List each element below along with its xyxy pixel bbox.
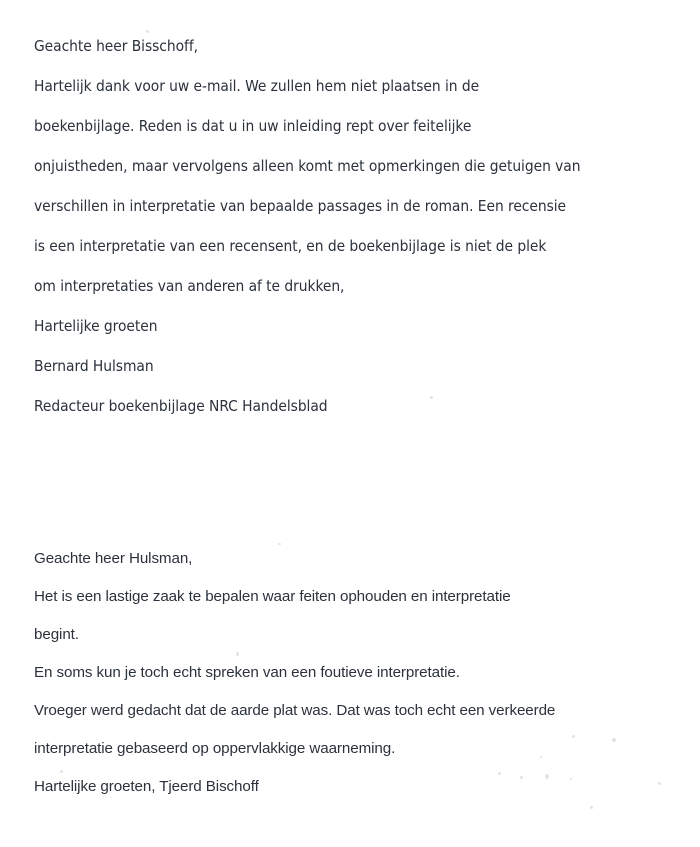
letter-signature-title: Redacteur boekenbijlage NRC Handelsblad	[34, 397, 328, 415]
letter-from-hulsman	[34, 26, 674, 426]
letter-line: Geachte heer Bisschoff,	[34, 37, 198, 55]
letter-line: Hartelijk dank voor uw e-mail. We zullen hem niet plaatsen in de	[34, 77, 480, 95]
letter-line: Geachte heer Hulsman,	[34, 550, 193, 567]
letter-from-bischoff	[34, 540, 684, 806]
letter-line: interpretatie gebaseerd op oppervlakkige waarneming.	[34, 740, 396, 757]
letter-signature: Hartelijke groeten, Tjeerd Bischoff	[34, 778, 259, 795]
letter-line: Het is een lastige zaak te bepalen waar feiten ophouden en interpretatie	[34, 588, 511, 605]
letter-line: verschillen in interpretatie van bepaalde passages in de roman. Een recensie	[34, 197, 567, 215]
letter-line: begint.	[34, 626, 79, 643]
letter-line: En soms kun je toch echt spreken van een foutieve interpretatie.	[34, 664, 460, 681]
letter-line: Vroeger werd gedacht dat de aarde plat was. Dat was toch echt een verkeerde	[34, 702, 556, 719]
letter-closing: Hartelijke groeten	[34, 317, 158, 335]
letter-line: onjuistheden, maar vervolgens alleen komt met opmerkingen die getuigen van	[34, 157, 581, 175]
letter-line: om interpretaties van anderen af te drukken,	[34, 277, 345, 295]
scan-artifact-speckle	[590, 806, 593, 809]
letter-line: is een interpretatie van een recensent, en de boekenbijlage is niet de plek	[34, 237, 547, 255]
letter-signature-name: Bernard Hulsman	[34, 357, 154, 375]
letter-line: boekenbijlage. Reden is dat u in uw inleiding rept over feitelijke	[34, 117, 472, 135]
